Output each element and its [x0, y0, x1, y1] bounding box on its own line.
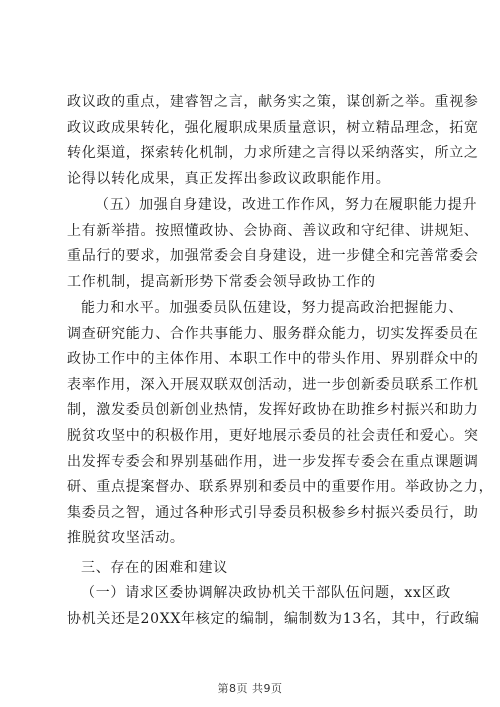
paragraph-3	[67, 296, 494, 552]
section-heading	[67, 556, 437, 582]
text-line: 能力和水平。加强委员队伍建设，努力提高政治把握能力、	[81, 300, 464, 316]
text-line: 制，激发委员创新创业热情，发挥好政协在助推乡村振兴和助力	[67, 402, 479, 419]
text-line: 政协工作中的主体作用、本职工作中的带头作用、界别群众中的	[67, 351, 479, 368]
text-line: 论得以转化成果，真正发挥出参政议政职能作用。	[67, 170, 391, 187]
text-line: 政议政成果转化，强化履职成果质量意识，树立精品理念，拓宽	[67, 119, 479, 136]
text-line: 表率作用，深入开展双联双创活动，进一步创新委员联系工作机	[67, 376, 479, 393]
text-line: 转化渠道，探索转化机制，力求所建之言得以采纳落实，所立之	[67, 145, 479, 162]
text-line: 脱贫攻坚中的积极作用，更好地展示委员的社会责任和爱心。突	[67, 427, 479, 444]
text-line: 重品行的要求，加强常委会自身建设，进一步健全和完善常委会	[67, 248, 479, 265]
text-line: 研、重点提案督办、联系界别和委员中的重要作用。举政协之力，	[67, 479, 494, 496]
text-line: 上有新举措。按照懂政协、会协商、善议政和守纪律、讲规矩、	[67, 222, 479, 239]
paragraph-1	[67, 90, 479, 192]
paragraph-2	[67, 193, 479, 295]
heading-text: 三、存在的困难和建议	[81, 560, 228, 576]
text-line: 推脱贫攻坚活动。	[67, 530, 185, 547]
page-footer: 第8页 共9页	[217, 682, 283, 695]
text-line: 调查研究能力、合作共事能力、服务群众能力，切实发挥委员在	[67, 325, 479, 342]
text-line: 协机关还是20XX年核定的编制，编制数为13名，其中，行政编	[67, 610, 480, 627]
text-line: 集委员之智，通过各种形式引导委员积极参乡村振兴委员行，助	[67, 504, 479, 521]
text-line: 出发挥专委会和界别基础作用，进一步发挥专委会在重点课题调	[67, 453, 479, 470]
text-line: 工作机制，提高新形势下常委会领导政协工作的	[67, 273, 376, 290]
paragraph-4	[67, 581, 480, 632]
text-line: （五）加强自身建设，改进工作作风，努力在履职能力提升	[95, 197, 478, 213]
text-line: （一）请求区委协调解决政协机关干部队伍问题，xx区政	[81, 585, 451, 601]
text-line: 政议政的重点，建睿智之言，献务实之策，谋创新之举。重视参	[67, 94, 479, 110]
